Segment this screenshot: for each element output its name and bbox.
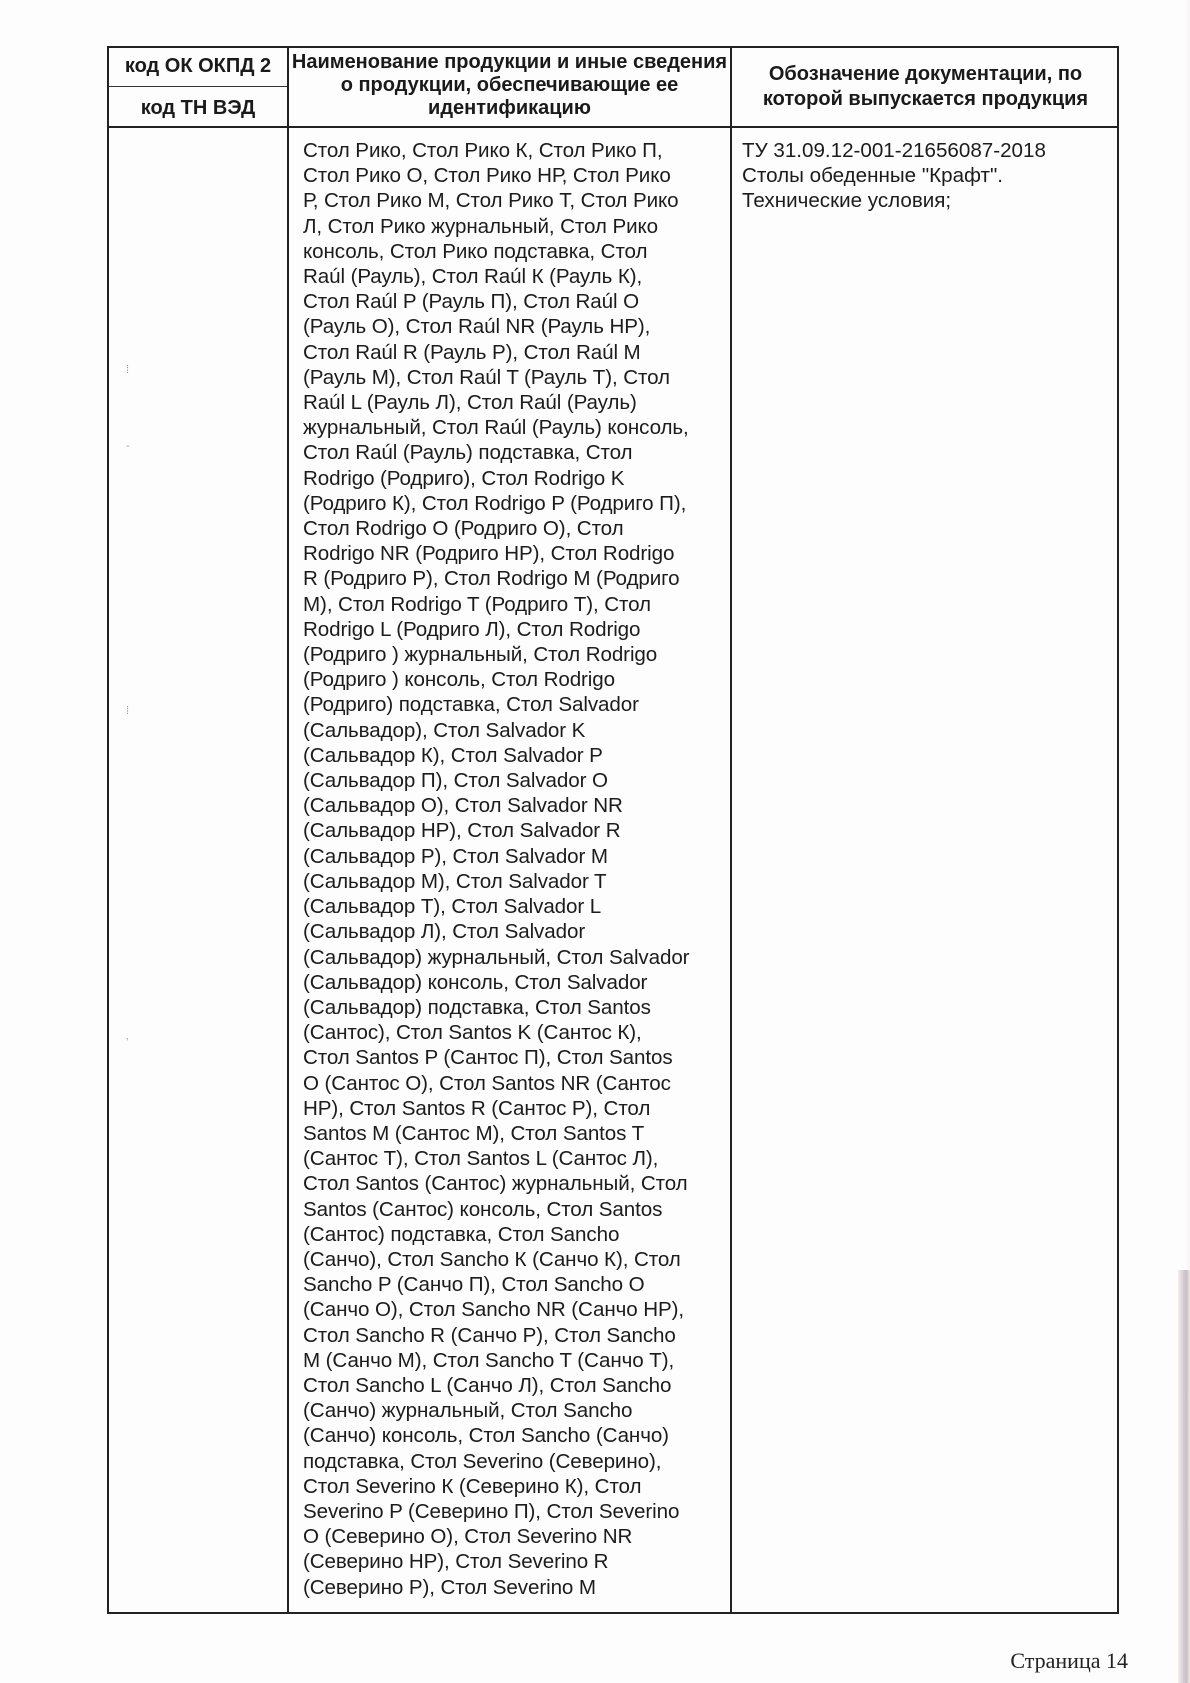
documentation-cell: ТУ 31.09.12-001-21656087-2018 Столы обеденные "Крафт". Технические условия; <box>742 139 1046 213</box>
scan-edge-shading <box>1184 0 1190 1270</box>
header-divider <box>109 126 1117 128</box>
header-tnved-code: код ТН ВЭД <box>140 97 256 119</box>
product-list-cell: Стол Рико, Стол Рико К, Стол Рико П, Стол Рико О, Стол Рико НР, Стол Рико Р, Стол Рико М, Стол Рико Т, Стол Рико Л, Стол Рико журнальный, Стол Рико консоль, Стол Рико подставка, Стол Raúl (Рауль), Стол Raúl К (Рауль К), Стол Raúl P (Рауль П), Стол Raúl O (Рауль О), Стол Raúl NR (Рауль НР), Стол Raúl R (Рауль Р), Стол Raúl M (Рауль М), Стол Raúl T (Рауль Т), Стол Raúl L (Рауль Л), Стол Raúl (Рауль) журнальный, Стол Raúl (Рауль) консоль, Стол Raúl (Рауль) подставка, Стол Rodrigo (Родриго), Стол Rodrigo K (Родриго К), Стол Rodrigo P (Родриго П), Стол Rodrigo O (Родриго О), Стол Rodrigo NR (Родриго НР), Стол Rodrigo R (Родриго Р), Стол Rodrigo M (Родриго М), Стол Rodrigo T (Родриго Т), Стол Rodrigo L (Родриго Л), Стол Rodrigo (Родриго ) журнальный, Стол Rodrigo (Родриго ) консоль, Стол Rodrigo (Родриго) подставка, Стол Salvador (Сальвадор), Стол Salvador K (Сальвадор К), Стол Salvador P (Сальвадор П), Стол Salvador O (Сальвадор О), Стол Salvador NR (Сальвадор НР), Стол Salvador R (Сальвадор Р), Стол Salvador M (Сальвадор М), Стол Salvador T (Сальвадор Т), Стол Salvador L (Сальвадор Л), Стол Salvador (Сальвадор) журнальный, Стол Salvador (Сальвадор) консоль, Стол Salvador (Сальвадор) подставка, Стол Santos (Сантос), Стол Santos K (Сантос К), Стол Santos P (Сантос П), Стол Santos O (Сантос О), Стол Santos NR (Сантос НР), Стол Santos R (Сантос Р), Стол Santos M (Сантос М), Стол Santos T (Сантос Т), Стол Santos L (Сантос Л), Стол Santos (Сантос) журнальный, Стол Santos (Сантос) консоль, Стол Santos (Сантос) подставка, Стол Sancho (Санчо), Стол Sancho К (Санчо К), Стол Sancho P (Санчо П), Стол Sancho O (Санчо О), Стол Sancho NR (Санчо НР), Стол Sancho R (Санчо Р), Стол Sancho M (Санчо М), Стол Sancho T (Санчо Т), Стол Sancho L (Санчо Л), Стол Sancho (Санчо) журнальный, Стол Sancho (Санчо) консоль, Стол Sancho (Санчо) подставка, Стол Severino (Северино), Стол Severino К (Северино К), Стол Severino P (Северино П), Стол Severino O (Северино О), Стол Severino NR (Северино НР), Стол Severino R (Северино Р), Стол Severino M <box>303 139 690 1599</box>
code-header-divider <box>109 86 287 87</box>
header-product-name: Наименование продукции и иные сведения о продукции, обеспечивающие ее идентификацию <box>291 51 728 119</box>
header-documentation: Обозначение документации, по которой выпускается продукция <box>762 63 1089 110</box>
header-okpd-code: код ОК ОКПД 2 <box>124 55 272 77</box>
scan-edge-tint <box>1178 1270 1190 1683</box>
product-table <box>107 46 1119 1614</box>
column-divider-1 <box>287 48 289 1612</box>
column-divider-2 <box>730 48 732 1612</box>
page-number: Страница 14 <box>1010 1648 1128 1673</box>
document-page: код ОК ОКПД 2 код ТН ВЭД Наименование продукции и иные сведения о продукции, обеспечивающие ее идентификацию Обозначение документации, по которой выпускается продукция Стол Рико, Стол Рико К, Стол Рико П, Стол Рико О, Стол Рико НР, Стол Рико Р, Стол Рико М, Стол Рико Т, Стол Рико Л, Стол Рико журнальный, Стол Рико консоль, Стол Рико подставка, Стол Raúl (Рауль), Стол Raúl К (Рауль К), Стол Raúl P (Рауль П), Стол Raúl O (Рауль О), Стол Raúl NR (Рауль НР), Стол Raúl R (Рауль Р), Стол Raúl M (Рауль М), Стол Raúl T (Рауль Т), Стол Raúl L (Рауль Л), Стол Raúl (Рауль) журнальный, Стол Raúl (Рауль) консоль, Стол Raúl (Рауль) подставка, Стол Rodrigo (Родриго), Стол Rodrigo K (Родриго К), Стол Rodrigo P (Родриго П), Стол Rodrigo O (Родриго О), Стол Rodrigo NR (Родриго НР), Стол Rodrigo R (Родриго Р), Стол Rodrigo M (Родриго М), Стол Rodrigo T (Родриго Т), Стол Rodrigo L (Родриго Л), Стол Rodrigo (Родриго ) журнальный, Стол Rodrigo (Родриго ) консоль, Стол Rodrigo (Родриго) подставка, Стол Salvador (Сальвадор), Стол Salvador K (Сальвадор К), Стол Salvador P (Сальвадор П), Стол Salvador O (Сальвадор О), Стол Salvador NR (Сальвадор НР), Стол Salvador R (Сальвадор Р), Стол Salvador M (Сальвадор М), Стол Salvador T (Сальвадор Т), Стол Salvador L (Сальвадор Л), Стол Salvador (Сальвадор) журнальный, Стол Salvador (Сальвадор) консоль, Стол Salvador (Сальвадор) подставка, Стол Santos (Сантос), Стол Santos K (Сантос К), Стол Santos P (Сантос П), Стол Santos O (Сантос О), Стол Santos NR (Сантос НР), Стол Santos R (Сантос Р), Стол Santos M (Сантос М), Стол Santos T (Сантос Т), Стол Santos L (Сантос Л), Стол Santos (Сантос) журнальный, Стол Santos (Сантос) консоль, Стол Santos (Сантос) подставка, Стол Sancho (Санчо), Стол Sancho К (Санчо К), Стол Sancho P (Санчо П), Стол Sancho O (Санчо О), Стол Sancho NR (Санчо НР), Стол Sancho R (Санчо Р), Стол Sancho M (Санчо М), Стол Sancho T (Санчо Т), Стол Sancho L (Санчо Л), Стол Sancho (Санчо) журнальный, Стол Sancho (Санчо) консоль, Стол Sancho (Санчо) подставка, Стол Severino (Северино), Стол Severino К (Северино К), Стол Severino P (Северино П), Стол Severino O (Северино О), Стол Severino NR (Северино НР), Стол Severino R (Северино Р), Стол Severino M ТУ 31.09.12-001-21656087-2018 Столы обеденные "Крафт". Технические условия; ⁞ - ⁞ ‚ Страница 14 <box>0 0 1190 1683</box>
